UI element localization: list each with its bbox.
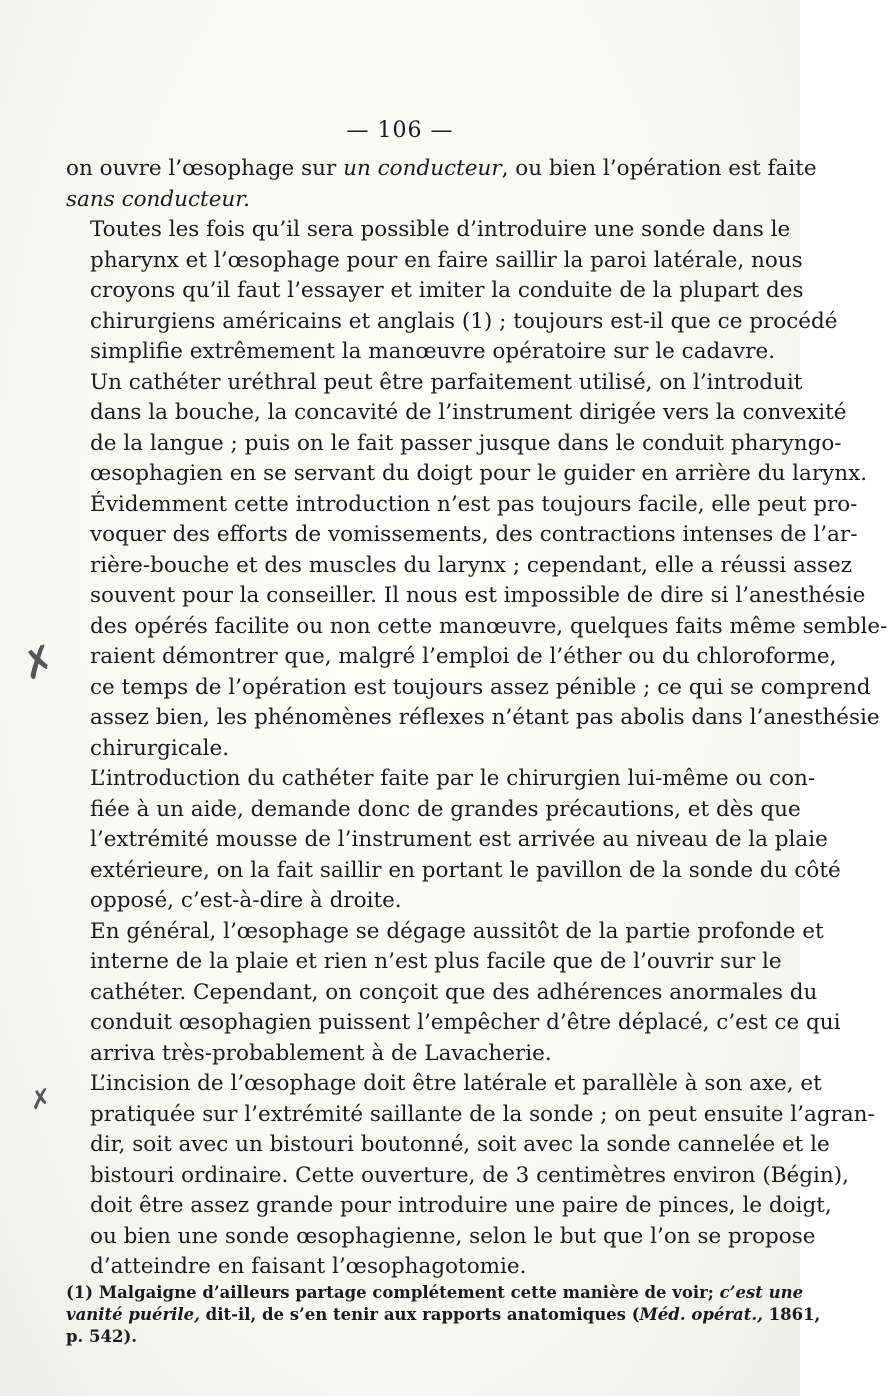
text-line: extérieure, on la fait saillir en portant le pavillon de la sonde du côté	[90, 857, 841, 883]
text-line: voquer des efforts de vomissements, des contractions intenses de l’ar-	[90, 522, 858, 547]
text-line: de la langue ; puis on le fait passer jusque dans le conduit pharyngo-	[90, 430, 842, 456]
body-text	[66, 154, 887, 1283]
margin-annotation-mark: ✗	[15, 635, 63, 691]
text-line: d’atteindre en faisant l’œsophagotomie.	[90, 1254, 527, 1279]
text-line: conduit œsophagien puissent l’empêcher d’être déplacé, c’est ce qui	[90, 1010, 841, 1035]
text-line: pharynx et l’œsophage pour en faire saillir la paroi latérale, nous	[90, 247, 803, 273]
text-line: croyons qu’il faut l’essayer et imiter la conduite de la plupart des	[90, 278, 804, 303]
text-line: raient démontrer que, malgré l’emploi de l’éther ou du chloroforme,	[90, 644, 837, 669]
paragraph	[66, 368, 887, 765]
text-line: pratiquée sur l’extrémité saillante de la sonde ; on peut ensuite l’agran-	[90, 1101, 875, 1127]
text-line: assez bien, les phénomènes réflexes n’étant pas abolis dans l’anesthésie	[90, 705, 880, 730]
text-line: chirurgiens américains et anglais (1) ; toujours est-il que ce procédé	[90, 308, 838, 334]
footnote	[66, 1282, 821, 1348]
text-line: rière-bouche et des muscles du larynx ; cependant, elle a réussi assez	[90, 552, 853, 578]
text-line: chirurgicale.	[90, 735, 230, 761]
text-line: dans la bouche, la concavité de l’instrument dirigée vers la convexité	[90, 400, 847, 425]
text-line: En général, l’œsophage se dégage aussitôt de la partie profonde et	[90, 918, 824, 944]
paragraph	[66, 1069, 875, 1283]
footnote-line: (1) Malgaigne d’ailleurs partage complétement cette manière de voir; c’est une	[66, 1283, 804, 1302]
italic-text: c’est une	[719, 1283, 804, 1302]
text-line: dir, soit avec un bistouri boutonné, soit avec la sonde cannelée et le	[90, 1132, 830, 1157]
text-line: doit être assez grande pour introduire une paire de pinces, le doigt,	[90, 1193, 832, 1218]
text-line: on ouvre l’œsophage sur un conducteur, ou bien l’opération est faite	[66, 156, 817, 181]
italic-text: Méd. opérat.,	[639, 1305, 763, 1324]
text-line: des opérés facilite ou non cette manœuvre, quelques faits même semble-	[90, 613, 887, 639]
paragraph	[66, 917, 841, 1070]
text-line: l’extrémité mousse de l’instrument est arrivée au niveau de la plaie	[90, 827, 828, 852]
paragraph	[66, 764, 841, 917]
margin-annotation-mark: ✗	[27, 1083, 55, 1117]
text-line: Toutes les fois qu’il sera possible d’introduire une sonde dans le	[90, 217, 791, 242]
italic-text: vanité puérile,	[66, 1305, 200, 1324]
text-line: souvent pour la conseiller. Il nous est impossible de dire si l’anesthésie	[90, 583, 866, 608]
text-line: simplifie extrêmement la manœuvre opératoire sur le cadavre.	[90, 339, 776, 364]
page-number: — 106 —	[346, 118, 454, 143]
text-line: opposé, c’est-à-dire à droite.	[90, 888, 402, 913]
text-line: ce temps de l’opération est toujours assez pénible ; ce qui se comprend	[90, 674, 871, 700]
text-line: fiée à un aide, demande donc de grandes précautions, et dès que	[90, 796, 801, 822]
text-line: cathéter. Cependant, on conçoit que des adhérences anormales du	[90, 979, 818, 1005]
paragraph	[66, 215, 838, 368]
footnote-line: p. 542).	[66, 1327, 138, 1346]
italic-text: un conducteur	[343, 156, 502, 181]
text-line: bistouri ordinaire. Cette ouverture, de 3 centimètres environ (Bégin),	[90, 1162, 849, 1188]
text-line	[66, 185, 756, 216]
text-line: Un cathéter uréthral peut être parfaitement utilisé, on l’introduit	[90, 369, 803, 395]
text-line: arriva très-probablement à de Lavacherie.	[90, 1040, 552, 1066]
text-line: interne de la plaie et rien n’est plus facile que de l’ouvrir sur le	[90, 949, 782, 974]
text-line: ou bien une sonde œsophagienne, selon le but que l’on se propose	[90, 1223, 816, 1249]
text-line: L’introduction du cathéter faite par le chirurgien lui-même ou con-	[90, 766, 816, 791]
italic-text: sans conducteur.	[66, 186, 251, 212]
text-line: œsophagien en se servant du doigt pour le guider en arrière du larynx.	[90, 461, 868, 486]
text-line: L’incision de l’œsophage doit être latérale et parallèle à son axe, et	[90, 1071, 822, 1096]
text-line: Évidemment cette introduction n’est pas toujours facile, elle peut pro-	[90, 491, 858, 517]
footnote-line: vanité puérile, dit-il, de s’en tenir aux rapports anatomiques (Méd. opérat., 1861,	[66, 1305, 821, 1324]
paragraph	[66, 154, 817, 215]
